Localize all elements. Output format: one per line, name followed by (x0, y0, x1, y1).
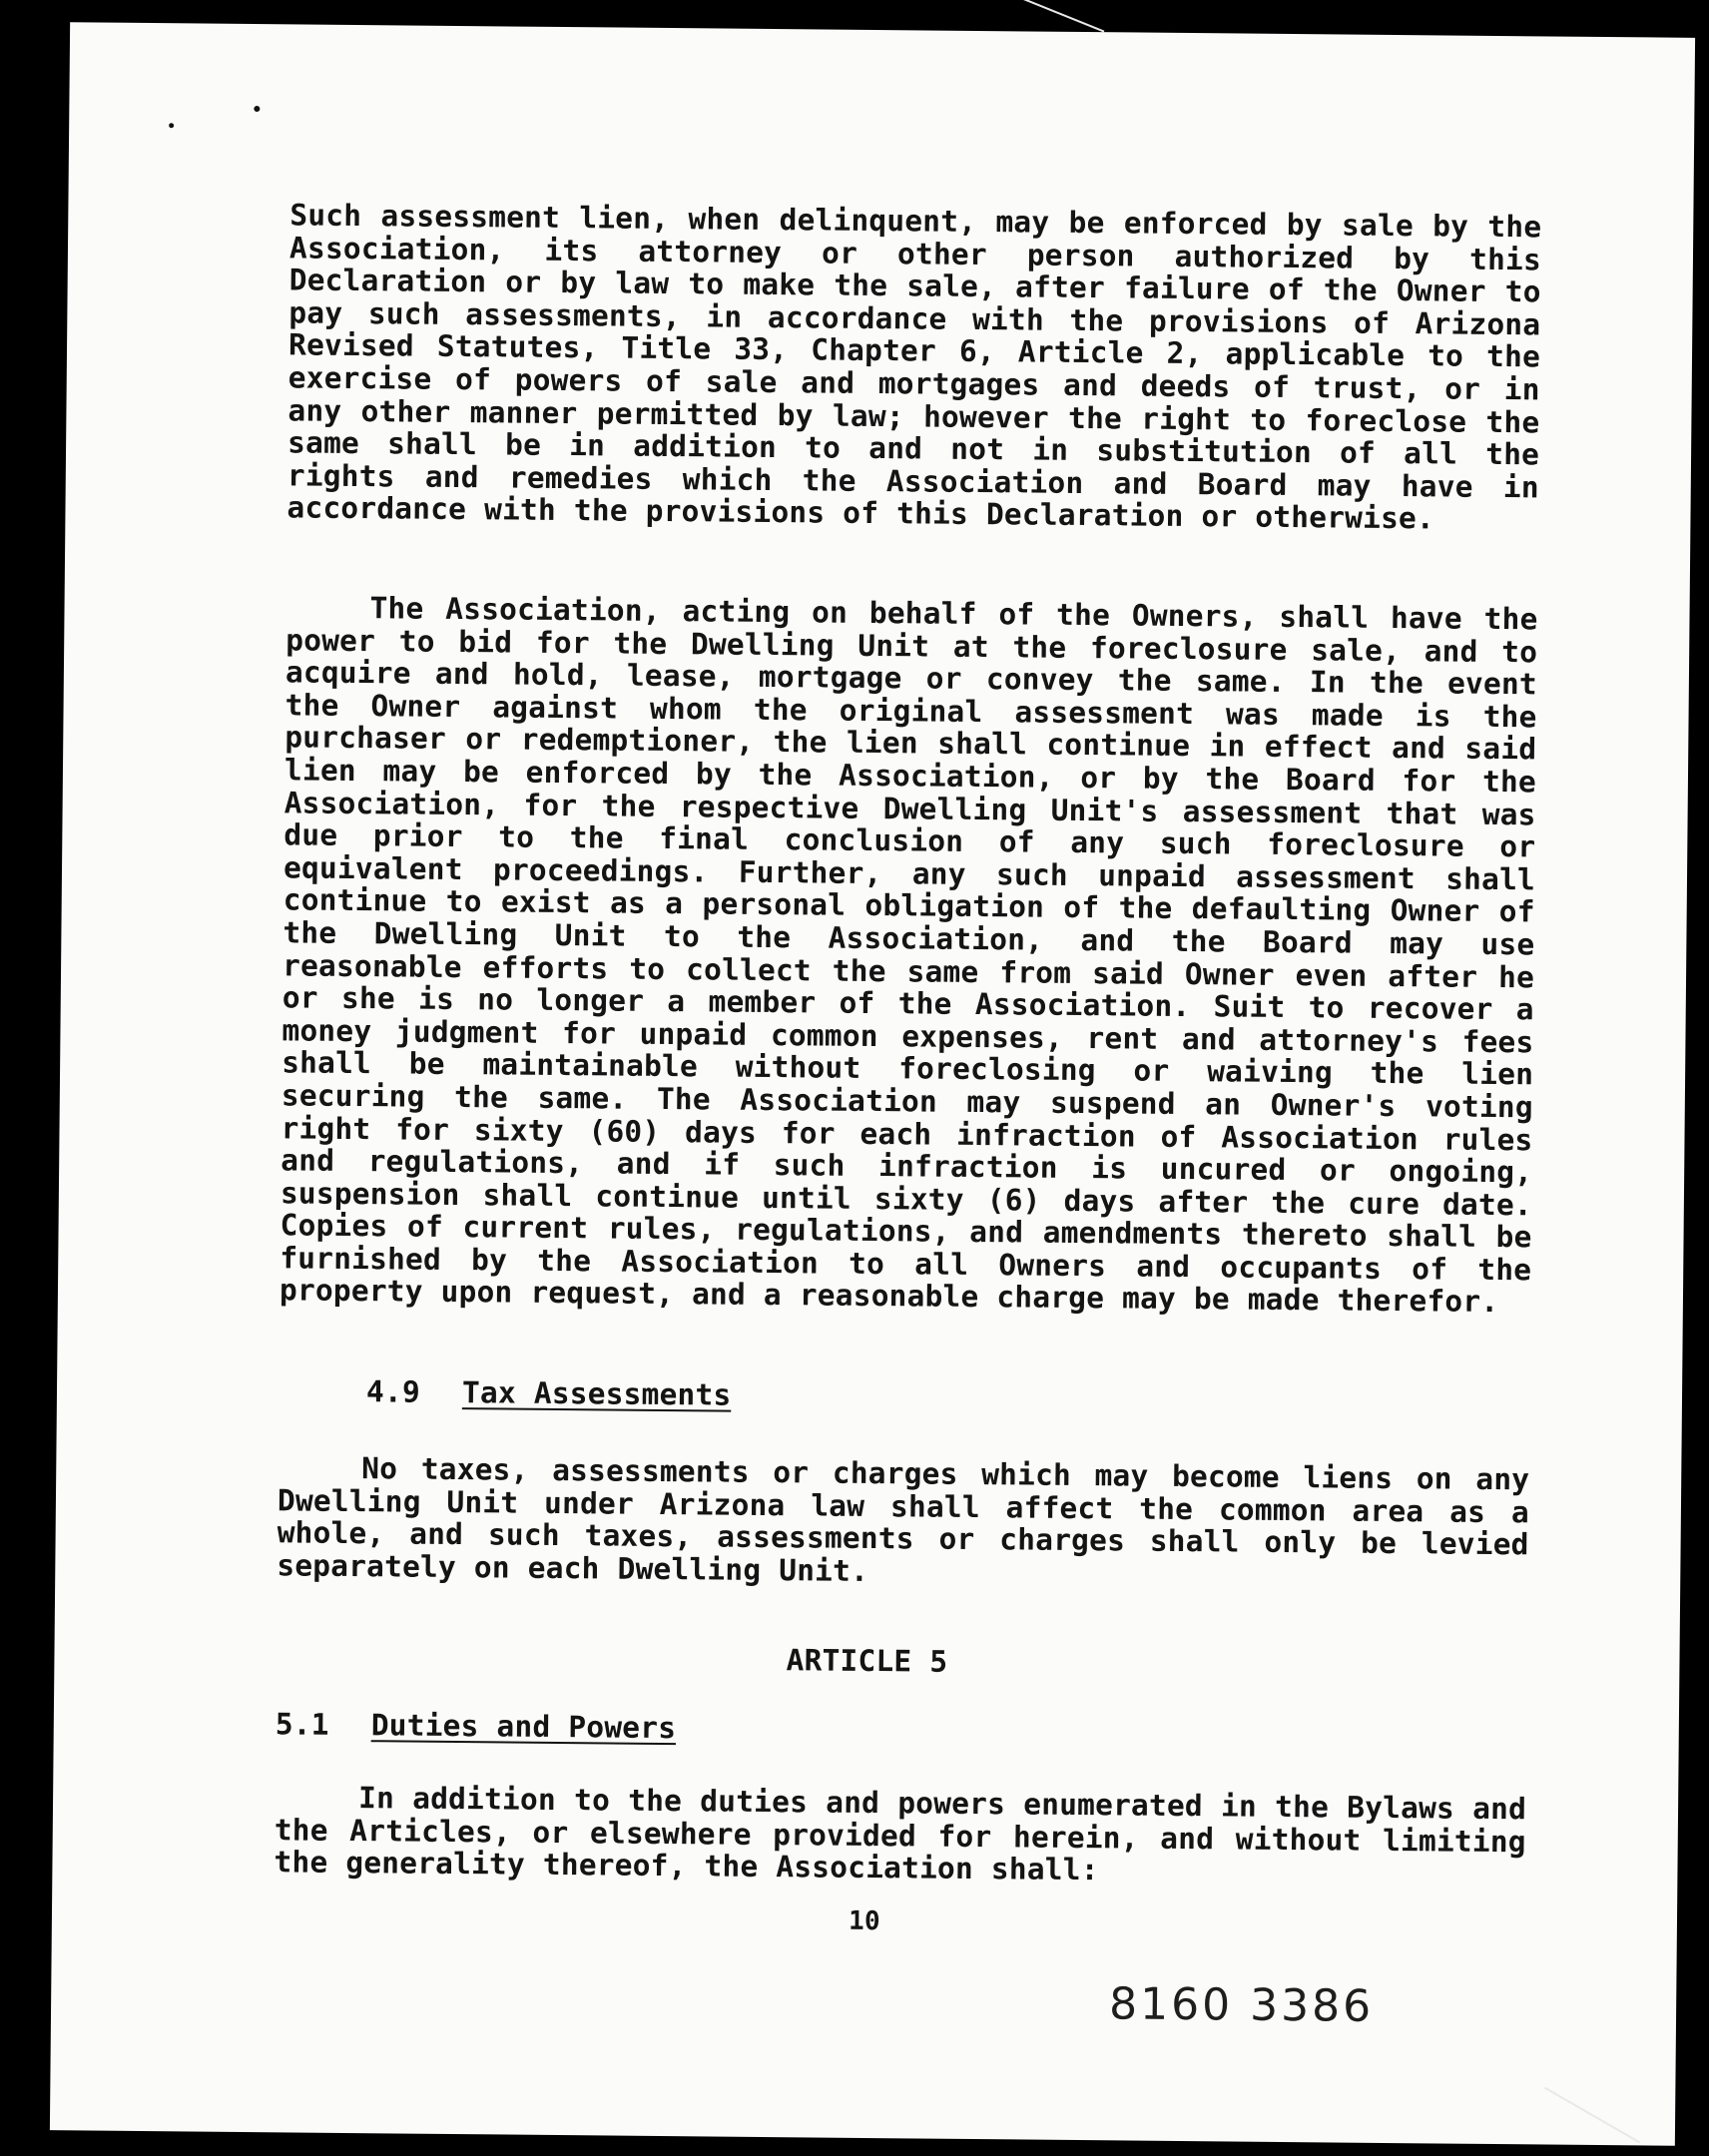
speck-mark (169, 123, 174, 128)
speck-mark (254, 106, 260, 112)
document-page (50, 22, 1695, 2146)
section-5-1-heading (276, 1707, 677, 1745)
section-title: Duties and Powers (370, 1708, 677, 1746)
paragraph-association-powers: The Association, acting on behalf of the Owners, shall have the power to bid for the Dwelling Unit at the foreclosure sale, and to acquire and hold, lease, mortgage or convey the same. In the event the Owner against whom the original assessment was made is the purchaser or redemptioner, the lien shall continue in effect and said lien may be enforced by the Association, or by the Board for the Association, for the respective Dwelling Unit's assessment that was due prior to the final conclusion of any such foreclosure or equivalent proceedings. Further, any such unpaid assessment shall continue to exist as a personal obligation of the defaulting Owner of the Dwelling Unit to the Association, and the Board may use reasonable efforts to collect the same from said Owner even after he or she is no longer a member of the Association. Suit to recover a money judgment for unpaid common expenses, rent and attorney's fees shall be maintainable without foreclosing or waiving the lien securing the same. The Association may suspend an Owner's voting right for sixty (60) days for each infraction of Association rules and regulations, and if such infraction is uncured or ongoing, suspension shall continue until sixty (6) days after the cure date. Copies of current rules, regulations, and amendments thereto shall be furnished by the Association to all Owners and occupants of the property upon request, and a reasonable charge may be made therefor. (279, 591, 1538, 1320)
document-stamp: 8160 3386 (1108, 1978, 1375, 2032)
section-4-9-heading (366, 1374, 732, 1412)
scan-scratch (1002, 0, 1105, 33)
paragraph-duties-and-powers: In addition to the duties and powers enumerated in the Bylaws and the Articles, or elsewhere provided for herein, and without limiting the generality thereof, the Association shall: (274, 1781, 1527, 1887)
paragraph-tax-assessments: No taxes, assessments or charges which may become liens on any Dwelling Unit under Arizona law shall affect the common area as a whole, and such taxes, assessments or charges shall only be levied separately on each Dwelling Unit. (277, 1451, 1530, 1588)
article-heading: ARTICLE 5 (786, 1643, 948, 1679)
page-number: 10 (848, 1905, 880, 1937)
section-title: Tax Assessments (461, 1375, 732, 1412)
section-number: 4.9 (365, 1374, 421, 1409)
section-number: 5.1 (275, 1707, 329, 1742)
paragraph-assessment-lien: Such assessment lien, when delinquent, may be enforced by sale by the Association, its attorney or other person authorized by this Declaration or by law to make the sale, after failure of the Owner to pay such assessments, in accordance with the provisions of Arizona Revised Statutes, Title 33, Chapter 6, Article 2, applicable to the exercise of powers of sale and mortgages and deeds of trust, or in any other manner permitted by law; however the right to foreclose the same shall be in addition to and not in substitution of all the rights and remedies which the Association and Board may have in accordance with the provisions of this Declaration or otherwise. (286, 198, 1542, 536)
